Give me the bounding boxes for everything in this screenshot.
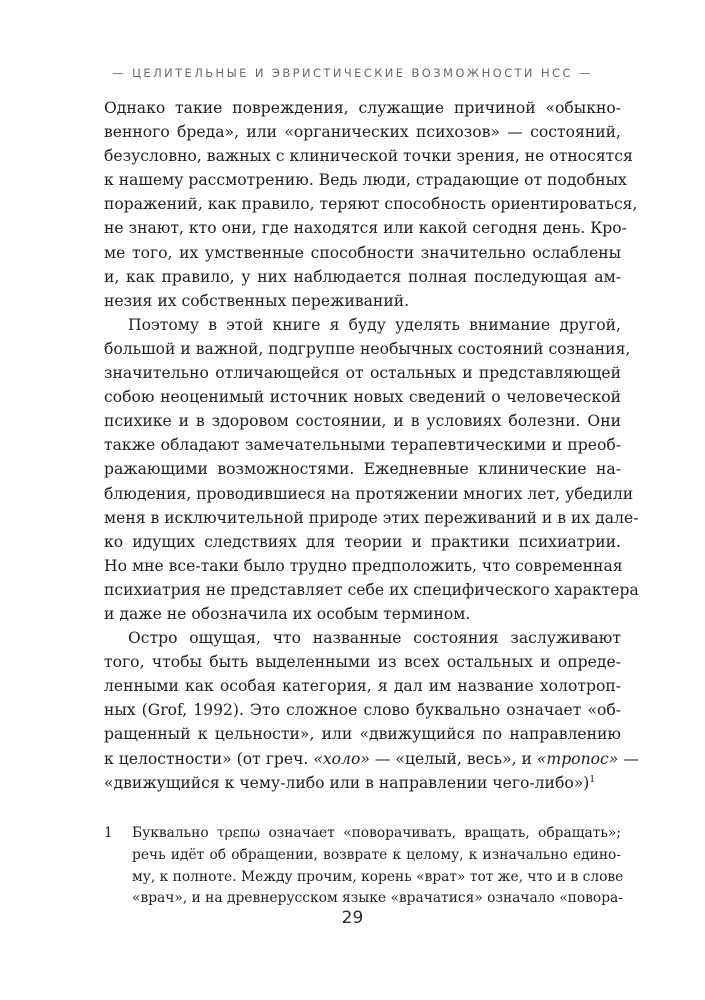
- text-line: большой и важной, подгруппе необычных состояний сознания,: [104, 339, 631, 358]
- text-line: ных (Grof, 1992). Это сложное слово буквально означает «об-: [104, 701, 621, 720]
- text-line: Но мне все-таки было трудно предположить, что современная: [104, 556, 623, 575]
- text-line: не знают, кто они, где находятся или какой сегодня день. Кро-: [104, 219, 627, 238]
- text-line: психике и в здоровом состоянии, и в условиях болезни. Они: [104, 412, 621, 431]
- text-line: поражений, как правило, теряют способность ориентироваться,: [104, 195, 638, 214]
- text-line: того, чтобы быть выделенными из всех остальных и опреде-: [104, 653, 621, 672]
- text-line: значительно отличающейся от остальных и представляющей: [104, 364, 621, 383]
- paragraph-2: [104, 313, 639, 626]
- footnote-line: «врач», и на древнерусском языке «врачатися» означало «повора-: [132, 890, 623, 907]
- text-line: ко идущих следствиях для теории и практики психиатрии.: [104, 532, 621, 551]
- text-line: [104, 771, 621, 795]
- text-line: ращенный к цельности», или «движущийся по направлению: [104, 725, 621, 744]
- text-fragment: — «целый, весь», и: [369, 749, 537, 768]
- text-line: также обладают замечательными терапевтическими и преоб-: [104, 436, 621, 455]
- text-line: Однако такие повреждения, служащие причиной «обыкно-: [104, 99, 621, 117]
- running-header: — ЦЕЛИТЕЛЬНЫЕ И ЭВРИСТИЧЕСКИЕ ВОЗМОЖНОСТИ НСС —: [112, 66, 593, 80]
- body-text: [104, 96, 639, 795]
- footnote-line: [104, 823, 621, 845]
- text-line: ме того, их умственные способности значительно ослаблены: [104, 243, 621, 262]
- text-line: безусловно, важных с клинической точки зрения, не относятся: [104, 147, 633, 166]
- text-line: Остро ощущая, что названные состояния заслуживают: [128, 629, 621, 648]
- text-line: собою неоценимый источник новых сведений о человеческой: [104, 388, 621, 407]
- text-fragment: «движущийся к чему-либо или в направлении чего-либо»): [104, 773, 590, 792]
- footnote-text: Буквально τρεπω означает «поворачивать, вращать, обращать»;: [132, 825, 621, 841]
- text-line: незия их собственных переживаний.: [104, 291, 410, 310]
- paragraph-1: [104, 96, 638, 313]
- footnote-1: [104, 823, 624, 910]
- text-line: ленными как особая категория, я дал им название холотроп-: [104, 677, 621, 696]
- text-fragment: к целостности» (от греч.: [104, 749, 314, 768]
- text-line: венного бреда», или «органических психозов» — состояний,: [104, 123, 621, 142]
- page-number: 29: [341, 908, 364, 928]
- greek-term-tropos: «тропос»: [536, 749, 619, 768]
- footnotes: [104, 823, 624, 910]
- text-line: [104, 747, 639, 771]
- text-line: психиатрия не представляет себе их специфического характера: [104, 580, 639, 599]
- footnote-number: 1: [104, 825, 113, 841]
- text-line: Поэтому в этой книге я буду уделять внимание другой,: [128, 315, 621, 334]
- text-fragment: —: [618, 749, 639, 768]
- greek-term-holo: «холо»: [313, 749, 370, 768]
- text-line: и даже не обозначила их особым термином.: [104, 604, 471, 623]
- text-line: к нашему рассмотрению. Ведь люди, страдающие от подобных: [104, 171, 627, 190]
- text-line: блюдения, проводившиеся на протяжении многих лет, убедили: [104, 484, 634, 503]
- text-line: меня в исключительной природе этих переживаний и в их дале-: [104, 508, 639, 527]
- text-line: ражающими возможностями. Ежедневные клинические на-: [104, 460, 621, 479]
- footnote-line: му, к полноте. Между прочим, корень «врат» тот же, что и в слове: [132, 868, 624, 885]
- footnote-line: речь идёт об обращении, возврате к целому, к изначально едино-: [132, 846, 621, 863]
- footnote-reference[interactable]: 1: [589, 774, 596, 785]
- text-line: и, как правило, у них наблюдается полная последующая ам-: [104, 267, 621, 286]
- paragraph-3: [104, 626, 639, 795]
